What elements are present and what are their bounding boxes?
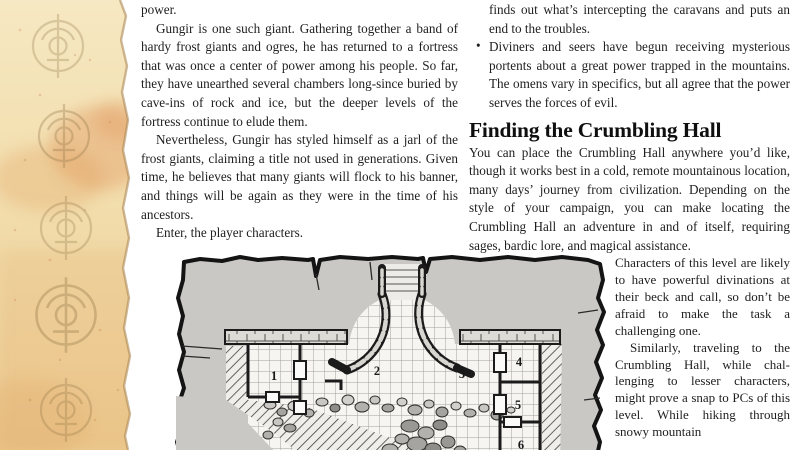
- dungeon-map-illustration: [170, 250, 610, 450]
- body-paragraph: Gungir is one such giant. Gathering together a band of hardy frost giants and ogres, he has returned to a fortress that was once a center of power among his people. So far, they have unearthed several chambers long-since buried by cave-ins of rock and ice, but the deeper levels of the fortress continue to elude them.: [141, 20, 458, 129]
- map-room-number-5: 5: [514, 398, 522, 412]
- map-wrap-text-column: [615, 255, 790, 441]
- stone-wall-band-right: [460, 330, 560, 344]
- bullet-continuation: finds out what’s intercepting the caravans and puts an end to the troubles.: [489, 2, 790, 36]
- parchment-sidebar: [0, 0, 140, 450]
- map-room-number-6: 6: [517, 438, 525, 450]
- map-room-number-4: 4: [515, 355, 523, 369]
- bullet-marker: •: [476, 38, 481, 54]
- left-text-column: [141, 1, 458, 243]
- body-paragraph: Nevertheless, Gungir has styled himself as a jarl of the frost giants, claiming a title not used in generations. Given time, he believes that many giants will flock to his banner, and things will be again as they were in the time of his ancestors.: [141, 132, 458, 222]
- bullet-item: [469, 38, 790, 112]
- section-heading: Finding the Crumbling Hall: [469, 117, 722, 142]
- body-paragraph: Enter, the player characters.: [156, 225, 304, 241]
- map-room-number-2: 2: [373, 364, 381, 378]
- bullet-text: Diviners and seers have begun receiving mysterious portents about a great power trapped in the mountains. The omens vary in specifics, but all agree that the power serves the forces of evil.: [489, 39, 790, 110]
- rock-band-right: [542, 344, 562, 450]
- round-chamber-floor: [349, 295, 455, 401]
- body-paragraph: You can place the Crumbling Hall anywhere you’d like, though it works best in a cold, remote mountainous location, many days’ journey from civilization. Depending on the style of your campaign, you can make locating the Crumbling Hall an adventure in and of itself, requiring sages, bardic lore, and magical assistance.: [469, 144, 790, 253]
- paragraph-continuation: power.: [141, 2, 177, 17]
- map-room-number-1: 1: [270, 369, 278, 383]
- body-paragraph: Characters of this level are likely to have powerful divinations at their beck and call, so don’t be afraid to make the task a challenging one.: [615, 255, 790, 338]
- stone-wall-band-left: [225, 330, 347, 344]
- map-room-number-3: 3: [458, 367, 466, 381]
- stair-passage-floor: [384, 264, 420, 300]
- body-paragraph: Similarly, traveling to the Crumbling Hall, while challenging to lesser characters, might prove a snap to PCs of this level. While hiking through snowy mountain: [615, 339, 790, 440]
